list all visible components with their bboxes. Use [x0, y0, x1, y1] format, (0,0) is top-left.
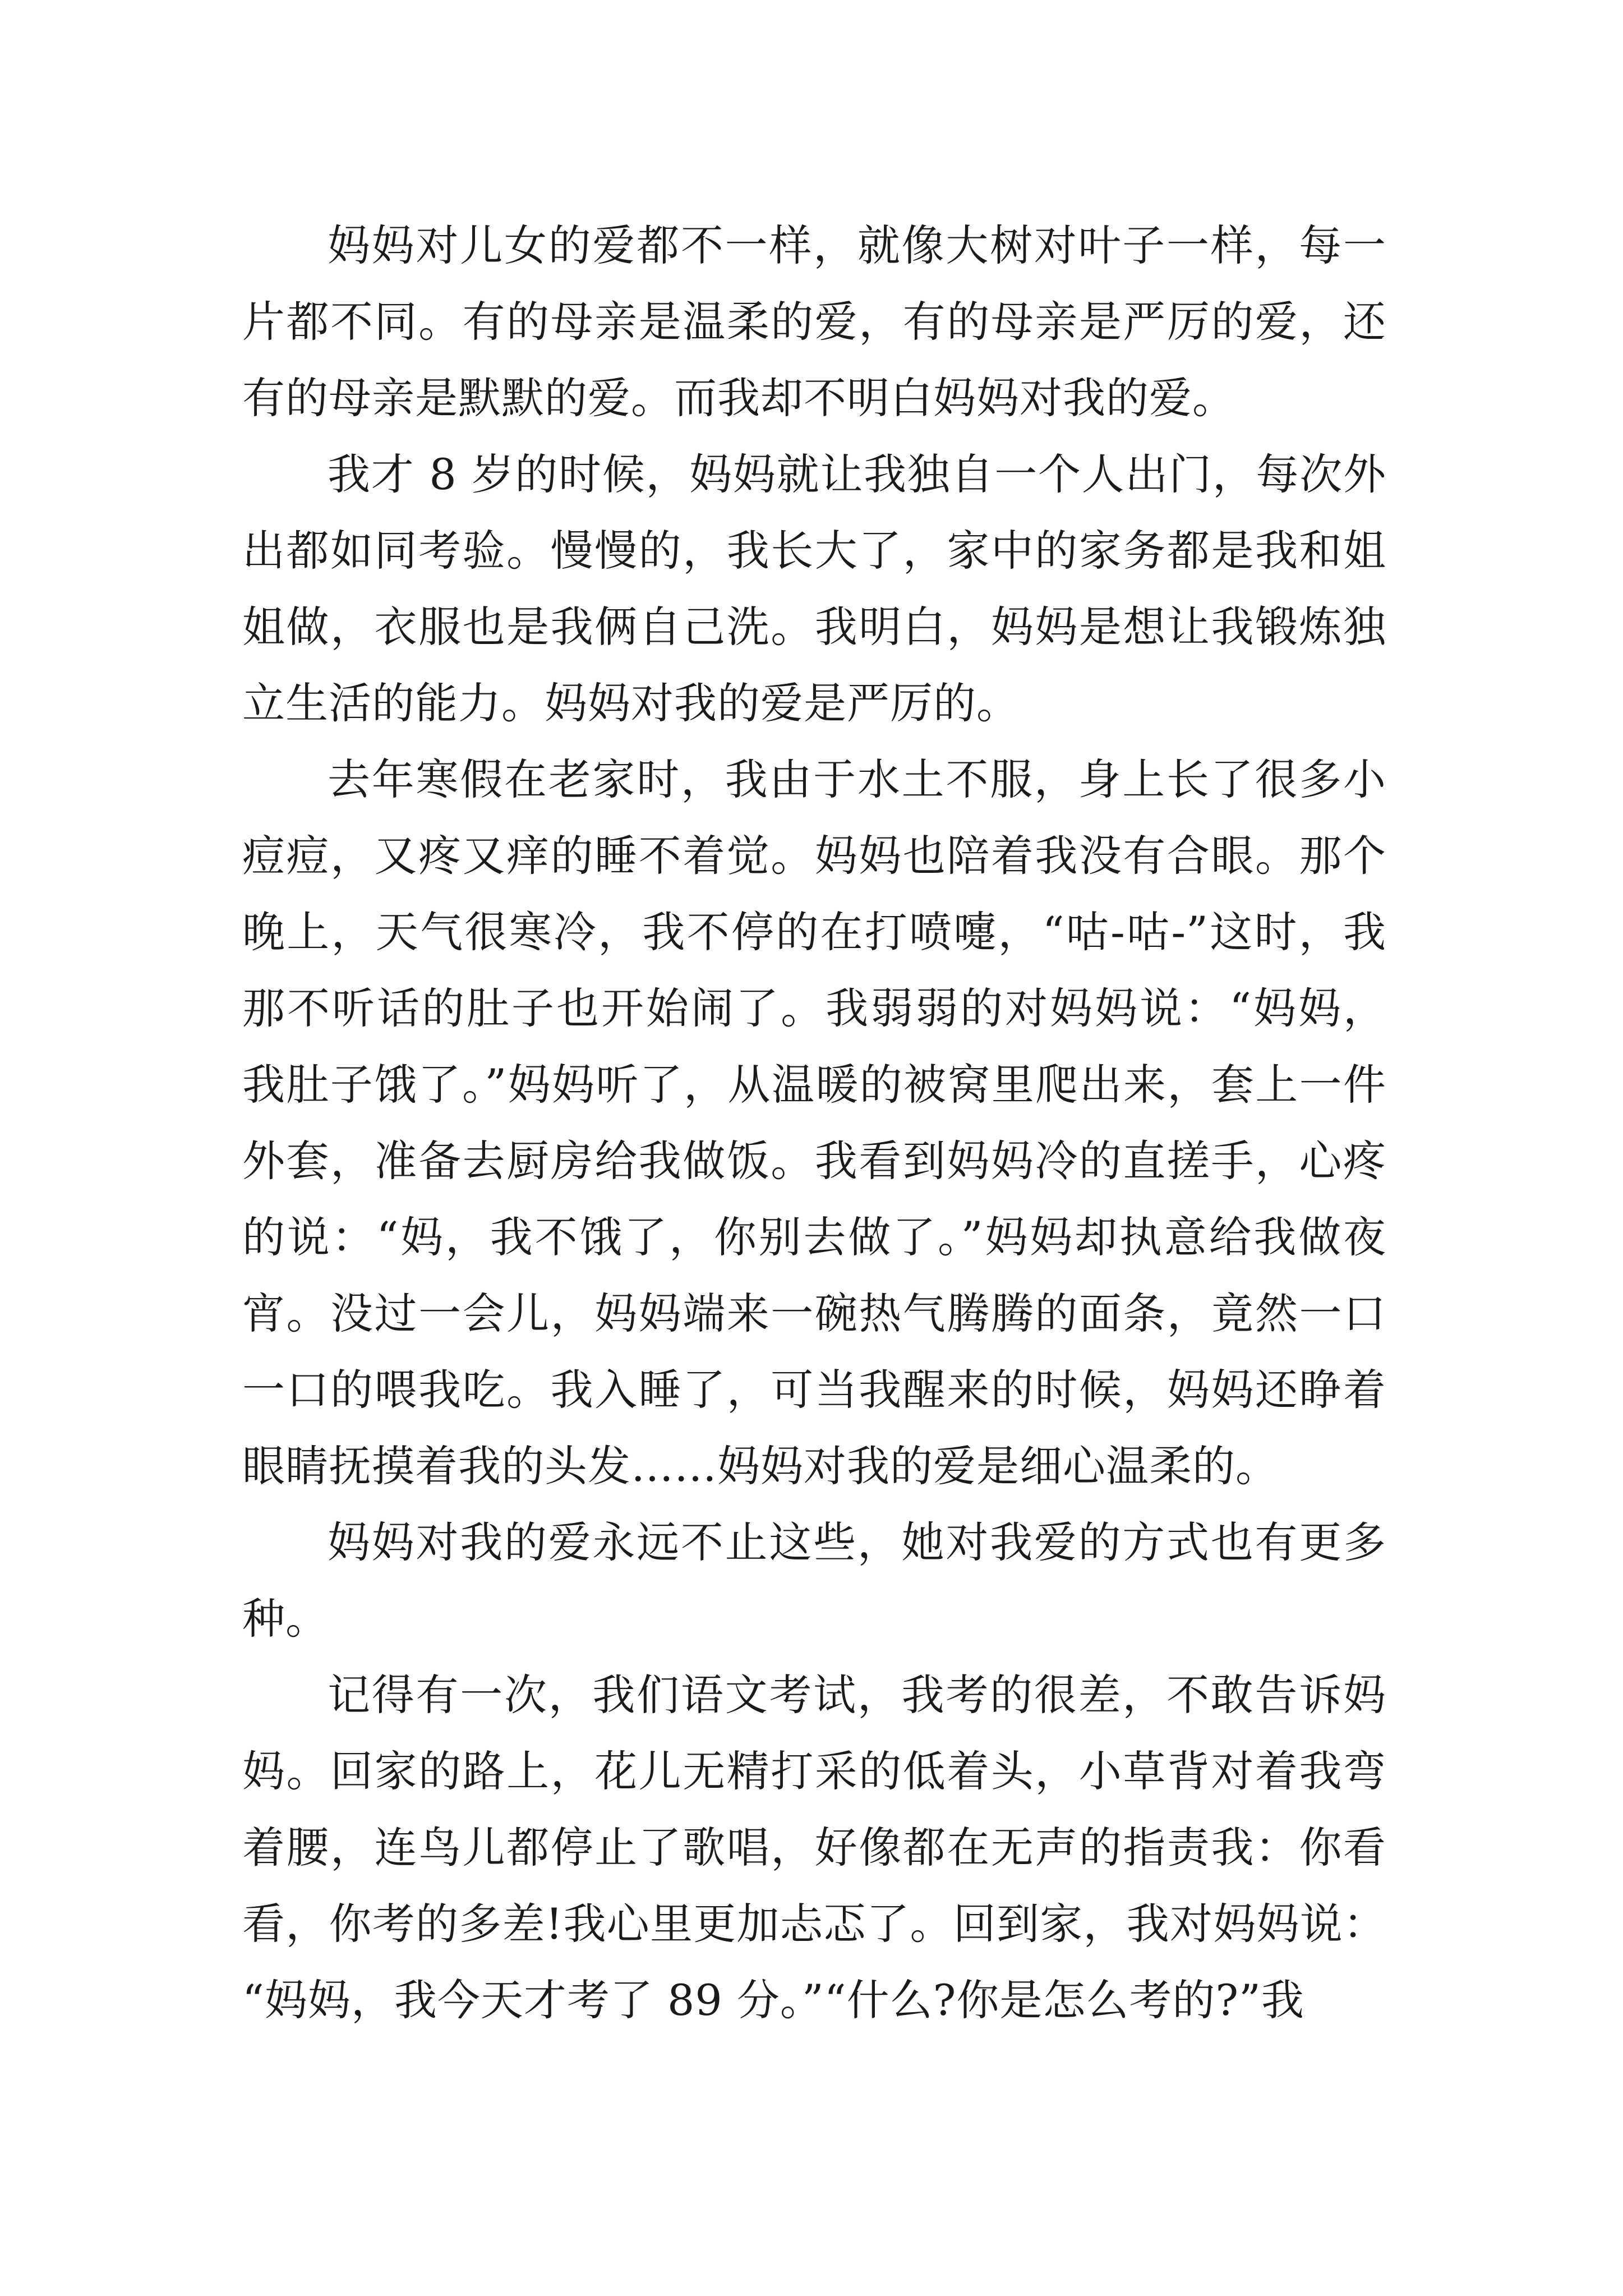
- paragraph-5: 记得有一次，我们语文考试，我考的很差，不敢告诉妈妈。回家的路上，花儿无精打采的低着头，小草背对着我弯着腰，连鸟儿都停止了歌唱，好像都在无声的指责我：你看看，你考的多差!我心里更加忐忑了。回到家，我对妈妈说：“妈妈，我今天才考了 89 分。”“什么?你是怎么考的?”我: [242, 1670, 1386, 2025]
- essay-body: [242, 208, 1386, 2039]
- paragraph-4: 妈妈对我的爱永远不止这些，她对我爱的方式也有更多种。: [242, 1517, 1386, 1644]
- paragraph-2: 我才 8 岁的时候，妈妈就让我独自一个人出门，每次外出都如同考验。慢慢的，我长大了，家中的家务都是我和姐姐做，衣服也是我俩自己洗。我明白，妈妈是想让我锻炼独立生活的能力。妈妈对我的爱是严厉的。: [242, 449, 1386, 728]
- paragraph-3: 去年寒假在老家时，我由于水土不服，身上长了很多小痘痘，又疼又痒的睡不着觉。妈妈也陪着我没有合眼。那个晚上，天气很寒冷，我不停的在打喷嚏，“咕-咕-”这时，我那不听话的肚子也开始闹了。我弱弱的对妈妈说：“妈妈，我肚子饿了。”妈妈听了，从温暖的被窝里爬出来，套上一件外套，准备去厨房给我做饭。我看到妈妈冷的直搓手，心疼的说：“妈，我不饿了，你别去做了。”妈妈却执意给我做夜宵。没过一会儿，妈妈端来一碗热气腾腾的面条，竟然一口一口的喂我吃。我入睡了，可当我醒来的时候，妈妈还睁着眼睛抚摸着我的头发……妈妈对我的爱是细心温柔的。: [242, 754, 1386, 1491]
- paragraph-1: 妈妈对儿女的爱都不一样，就像大树对叶子一样，每一片都不同。有的母亲是温柔的爱，有的母亲是严厉的爱，还有的母亲是默默的爱。而我却不明白妈妈对我的爱。: [242, 220, 1386, 423]
